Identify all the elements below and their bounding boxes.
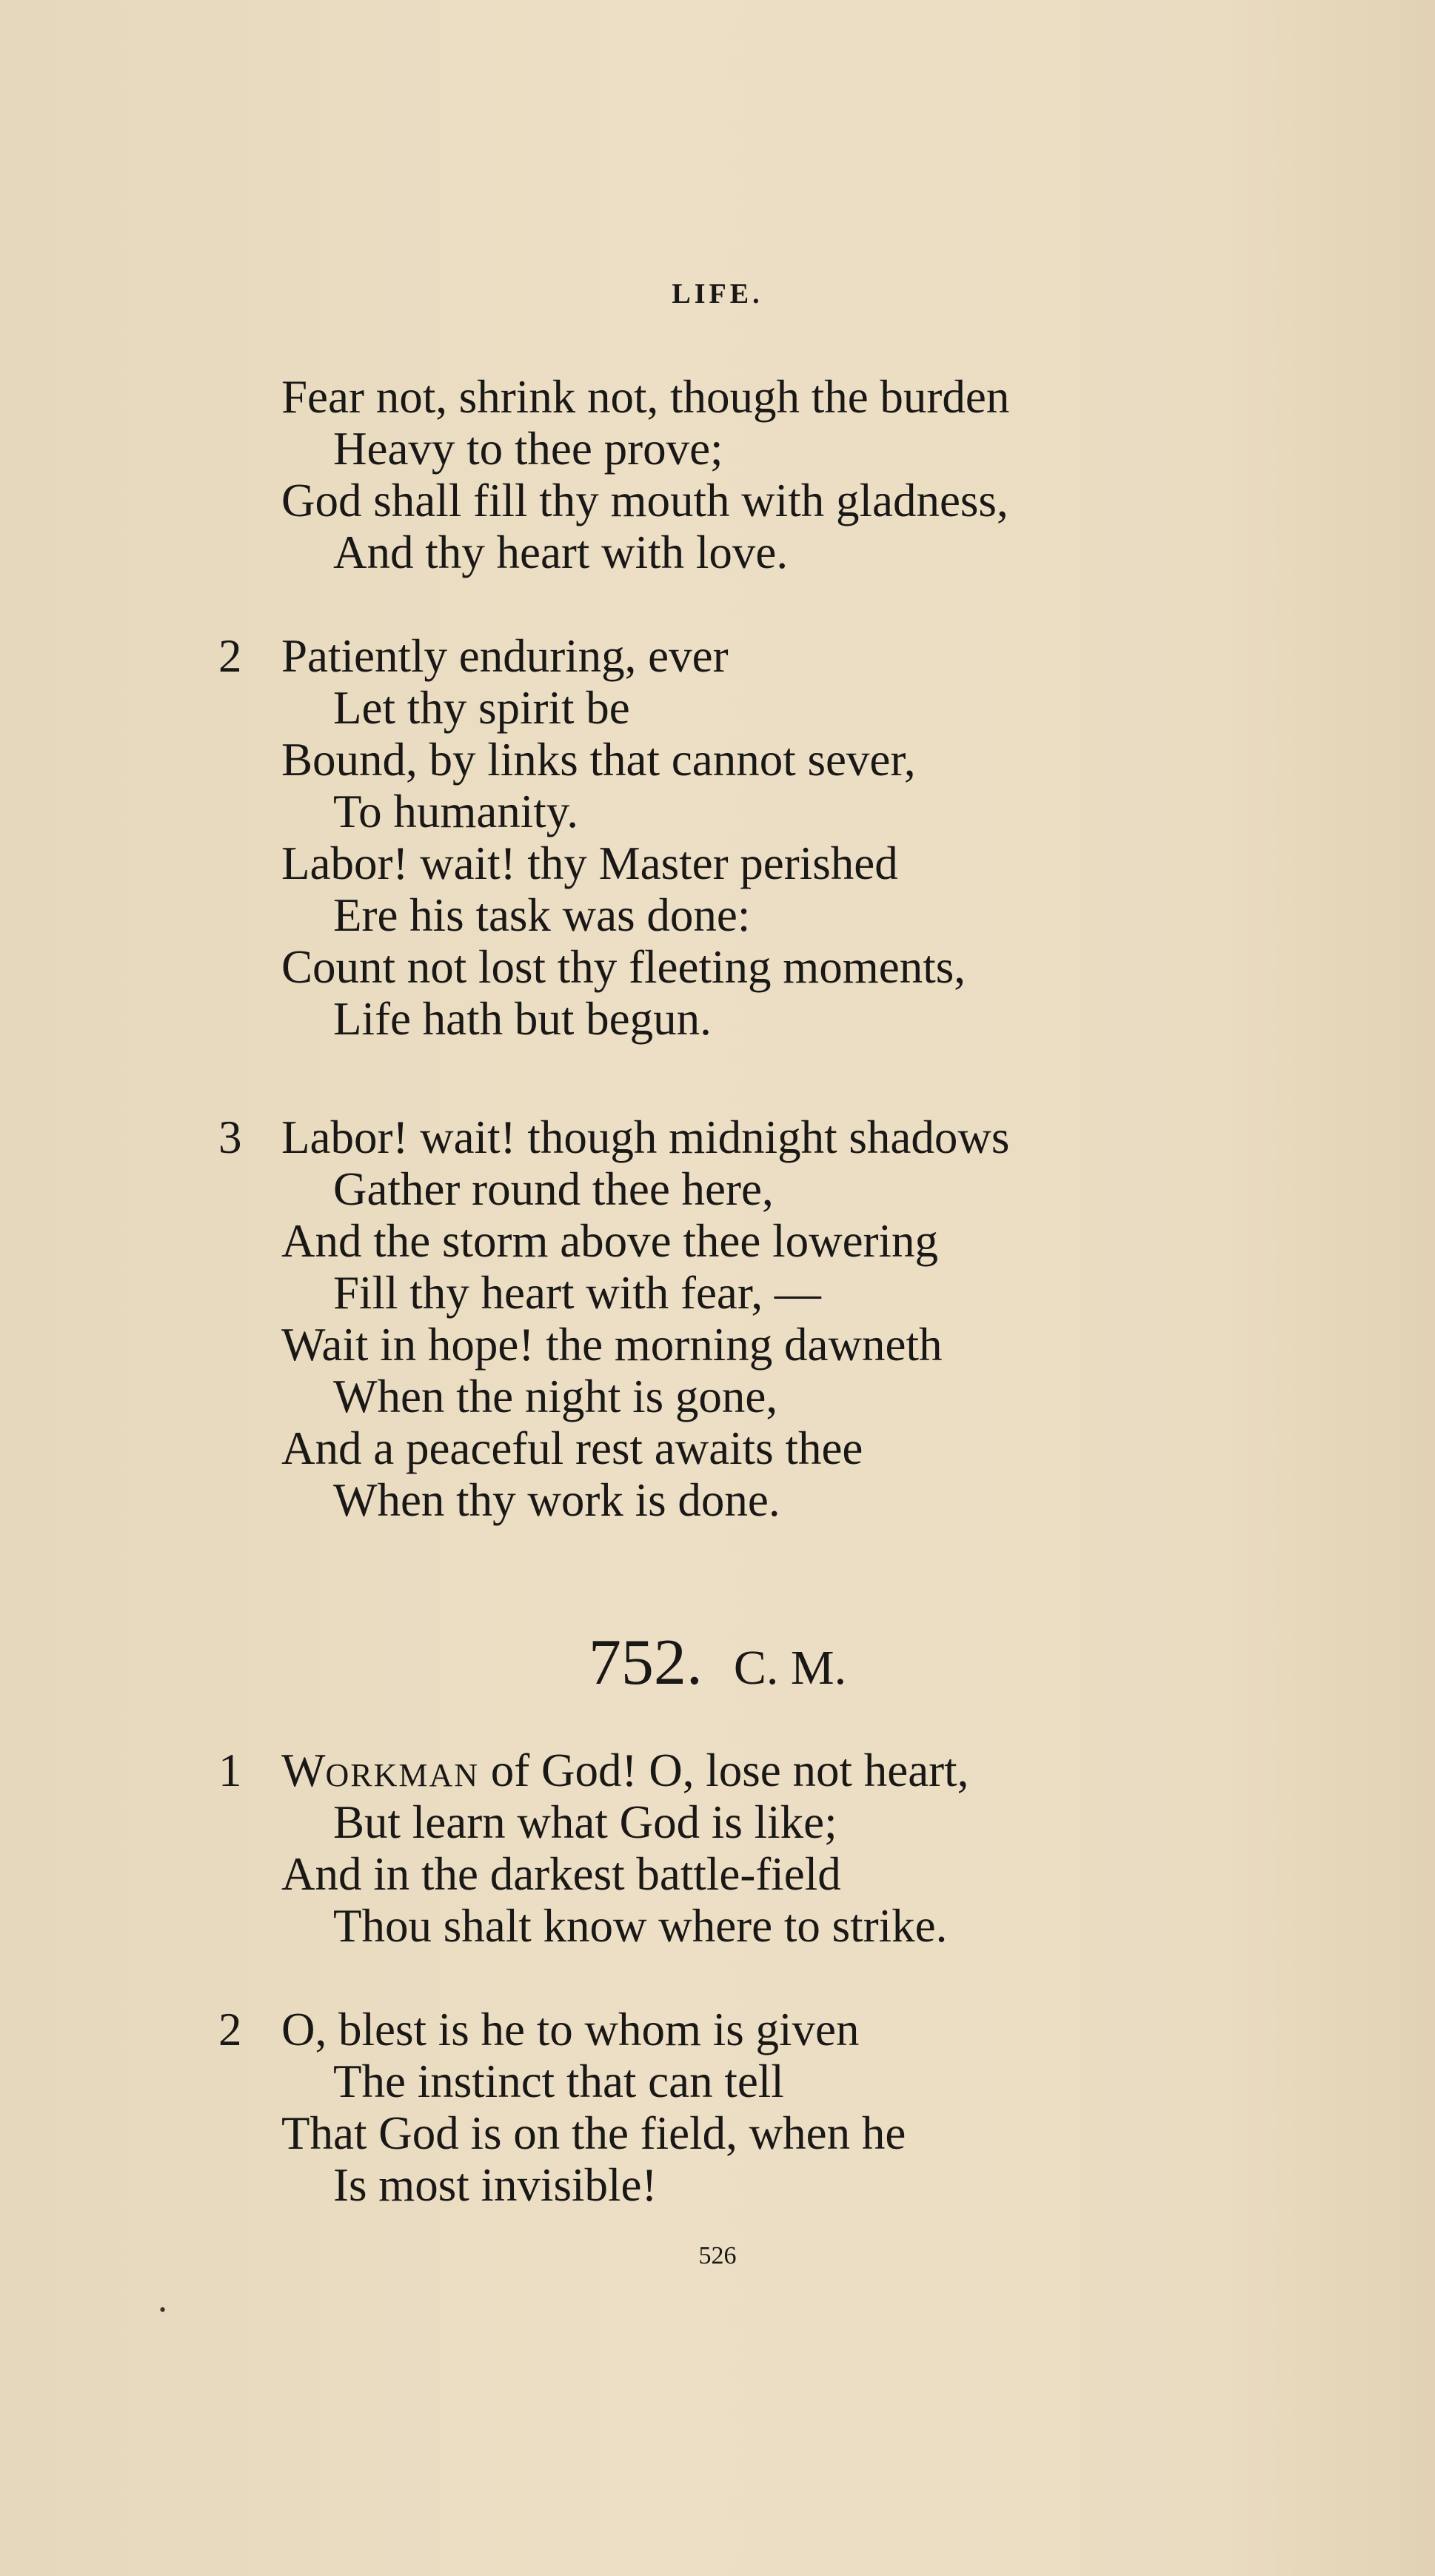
verse-line: Wait in hope! the morning dawneth [281, 1319, 943, 1371]
hymn-heading [0, 1625, 1435, 1700]
verse-line: Labor! wait! though midnight shadows [281, 1111, 1010, 1163]
verse-line: But learn what God is like; [333, 1796, 837, 1848]
verse-line: God shall fill thy mouth with gladness, [281, 475, 1008, 526]
verse-line-first [281, 1744, 969, 1796]
first-line-rest: of God! O, lose not heart, [479, 1744, 969, 1796]
small-caps-word: ORKMAN [325, 1757, 480, 1793]
small-caps-initial: W [281, 1744, 326, 1796]
verse-line: When thy work is done. [333, 1474, 780, 1526]
running-header: LIFE. [672, 278, 763, 310]
verse-line: Thou shalt know where to strike. [333, 1900, 948, 1952]
verse-line: Let thy spirit be [333, 682, 630, 734]
page-number: 526 [698, 2242, 737, 2269]
verse-line: Patiently enduring, ever [281, 630, 729, 682]
verse-line: The instinct that can tell [333, 2055, 784, 2107]
verse-line: Fill thy heart with fear, — [333, 1267, 821, 1319]
stray-mark: • [159, 2299, 167, 2321]
verse-line: Ere his task was done: [333, 889, 751, 941]
stanza-number: 1 [218, 1744, 242, 1796]
verse-line: Fear not, shrink not, though the burden [281, 371, 1010, 423]
verse-line: And a peaceful rest awaits thee [281, 1422, 863, 1474]
verse-line: And thy heart with love. [333, 526, 789, 578]
hymn-meter: C. M. [733, 1641, 847, 1695]
verse-line: Is most invisible! [333, 2159, 658, 2211]
verse-line: Labor! wait! thy Master perished [281, 837, 898, 889]
verse-line: O, blest is he to whom is given [281, 2004, 860, 2055]
verse-line: Count not lost thy fleeting moments, [281, 941, 966, 993]
verse-line: When the night is gone, [333, 1371, 778, 1422]
stanza-number: 2 [218, 2004, 242, 2055]
verse-line: Bound, by links that cannot sever, [281, 734, 916, 786]
stanza-number: 2 [218, 630, 242, 682]
verse-line: Life hath but begun. [333, 993, 712, 1045]
verse-line: To humanity. [333, 786, 578, 837]
stanza-number: 3 [218, 1111, 242, 1163]
hymn-number: 752. [588, 1627, 703, 1699]
verse-line: Heavy to thee prove; [333, 423, 723, 475]
verse-line: And in the darkest battle-field [281, 1848, 841, 1900]
verse-line: Gather round thee here, [333, 1163, 774, 1215]
verse-line: And the storm above thee lowering [281, 1215, 939, 1267]
verse-line: That God is on the field, when he [281, 2107, 906, 2159]
